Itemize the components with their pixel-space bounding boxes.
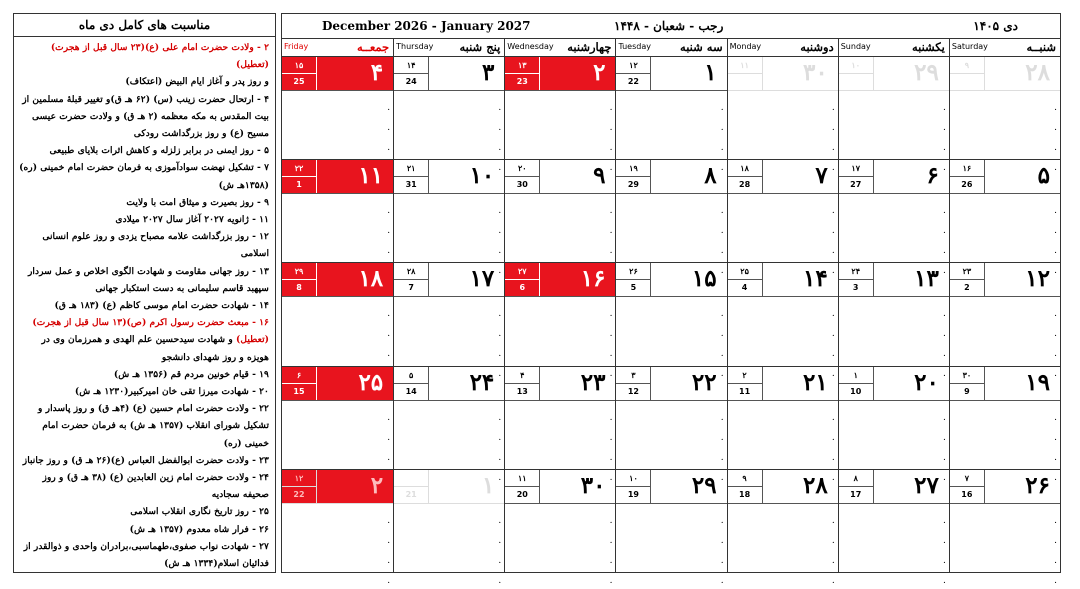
day-cell[interactable] <box>282 160 393 263</box>
hijri-day-number: ۱ <box>839 367 873 384</box>
weekday-label-en: Saturday <box>951 42 988 51</box>
solar-day-number: ۲۱ <box>803 368 828 396</box>
event-line: فدائیان اسلام(۱۳۳۴ هـ ش) <box>164 558 269 570</box>
hijri-day-number: ۴ <box>505 367 539 384</box>
gregorian-day-number: 25 <box>293 77 305 86</box>
events-panel-title: مناسبت های کامل دی ماه <box>14 14 275 37</box>
hijri-day-number: ۶ <box>282 367 316 384</box>
note-lines: . . . <box>609 206 613 257</box>
hijri-day-number: ۵ <box>394 367 428 384</box>
solar-day-number: ۲۸ <box>1025 59 1050 86</box>
note-lines: . . . . <box>720 206 724 277</box>
gregorian-day-number: 9 <box>964 386 970 396</box>
weekday-label-en: Wednesday <box>507 42 554 51</box>
note-lines: . . . . <box>831 206 835 277</box>
hijri-day-number: ۲۹ <box>282 263 316 280</box>
hijri-day-number: ۱۲ <box>616 57 650 74</box>
gregorian-day-number: 17 <box>850 489 862 499</box>
solar-day-number: ۲۸ <box>803 471 828 499</box>
event-line: مسیح (ع) و روز بزرگداشت رودکی <box>133 128 269 140</box>
note-lines: . . . . <box>498 103 502 173</box>
secondary-dates-box <box>505 263 540 296</box>
hijri-day-number: ۱۰ <box>839 57 873 74</box>
hijri-day-number: ۱۴ <box>394 57 428 74</box>
gregorian-day-number: 2 <box>964 283 970 293</box>
hijri-day-number <box>394 470 428 487</box>
day-cell[interactable] <box>949 367 1060 483</box>
calendar-grid <box>282 57 1060 586</box>
hijri-day-number: ۱۲ <box>282 470 316 487</box>
weekday-label-fa: سه شنبه <box>680 40 723 54</box>
day-cell[interactable] <box>393 263 504 380</box>
solar-day-number: ۲۶ <box>1025 471 1050 499</box>
event-line: ۲۷ - شهادت نواب صفوی،طهماسبی،برادران واحدی و ذوالقدر از <box>23 540 269 552</box>
hijri-day-number: ۱۳ <box>505 57 539 74</box>
solar-day-number: ۱۱ <box>358 162 384 190</box>
day-cell[interactable] <box>615 263 726 380</box>
solar-day-number: ۱۸ <box>358 265 384 293</box>
note-lines: . . . . <box>720 103 724 173</box>
note-lines: . . . . <box>1054 515 1057 586</box>
secondary-dates-box <box>394 263 429 296</box>
weekday-label-en: Friday <box>284 42 309 51</box>
day-cell-header <box>394 57 504 91</box>
event-line: ۲۳ - ولادت حضرت ابوالفضل العباس (ع)(۲۶ هـ ق) و روز جانباز <box>22 454 269 466</box>
weekday-label-fa: پنج شنبه <box>459 40 501 54</box>
weekday-tuesday <box>615 39 726 56</box>
hijri-day-number: ۷ <box>950 470 984 487</box>
gregorian-day-number: 30 <box>516 180 528 190</box>
event-line: ۲۶ - فرار شاه معدوم (۱۳۵۷ هـ ش) <box>129 523 269 535</box>
secondary-dates-box <box>394 470 429 503</box>
solar-day-number: ۱ <box>704 59 717 86</box>
hijri-day-number: ۱۹ <box>616 160 650 177</box>
solar-day-number: ۳۰ <box>580 471 606 499</box>
note-lines: . . . . <box>609 515 613 586</box>
secondary-dates-box <box>505 470 540 503</box>
gregorian-day-number: 6 <box>519 283 526 293</box>
day-cell-header <box>616 470 726 504</box>
gregorian-day-number: 15 <box>293 386 305 396</box>
gregorian-day-number <box>728 74 762 90</box>
event-line: ۱۲ - روز بزرگداشت علامه مصباح یزدی و روز علوم انسانی <box>42 231 269 243</box>
event-line: ۹ - روز بصیرت و میثاق امت با ولایت <box>126 196 269 208</box>
day-cell-header <box>728 57 838 91</box>
solar-day-number: ۲۰ <box>914 368 939 396</box>
note-lines: . . . <box>387 309 391 360</box>
event-line: (۱۳۵۸هـ ش) <box>218 179 269 191</box>
hijri-day-number: ۱۱ <box>728 57 762 74</box>
solar-day-number: ۱۵ <box>691 265 717 293</box>
event-line: ۲۵ - روز تاریخ نگاری انقلاب اسلامی <box>130 506 269 518</box>
weekday-label-fa: یکشنبه <box>911 40 945 54</box>
hijri-day-number: ۲۴ <box>839 263 873 280</box>
note-lines: . . . . <box>942 515 946 586</box>
solar-day-number: ۱۰ <box>469 162 495 190</box>
secondary-dates-box <box>505 367 540 400</box>
day-cell[interactable] <box>838 470 949 586</box>
event-line: صحیفه سجادیه <box>211 489 269 501</box>
day-cell[interactable] <box>615 470 726 586</box>
event-line: ۱۳ - روز جهانی مقاومت و شهادت الگوی اخلاص و عمل سردار <box>28 265 269 277</box>
solar-day-number: ۲۹ <box>691 471 717 499</box>
day-cell-header <box>394 367 504 401</box>
gregorian-day-number: 5 <box>630 283 637 293</box>
gregorian-day-number: 13 <box>516 386 528 396</box>
day-cell-header <box>839 160 949 194</box>
day-cell-header <box>505 470 615 504</box>
day-cell-header <box>505 367 615 401</box>
gregorian-day-number: 7 <box>408 283 414 293</box>
solar-day-number: ۱ <box>481 471 495 499</box>
note-lines: . . . <box>387 103 391 153</box>
secondary-dates-box <box>282 263 317 296</box>
day-cell-header <box>394 470 504 504</box>
solar-day-number: ۸ <box>704 162 717 190</box>
note-lines: . . . . <box>942 103 946 173</box>
event-line: ۱۱ - ژانویه ۲۰۲۷ آغاز سال ۲۰۲۷ میلادی <box>115 214 269 226</box>
day-cell[interactable] <box>727 367 838 483</box>
day-cell-header <box>728 263 838 297</box>
event-line: ۲۲ - ولادت حضرت امام حسین (ع) (۴هـ ق) و روز پاسدار و <box>38 403 269 415</box>
weekday-friday <box>282 39 393 56</box>
day-cell[interactable] <box>282 470 393 586</box>
secondary-dates-box <box>282 367 317 400</box>
gregorian-day-number: 18 <box>739 489 751 499</box>
day-cell-header <box>728 470 838 504</box>
note-lines: . . . <box>387 206 391 257</box>
weekday-thursday <box>393 39 504 56</box>
gregorian-day-number: 11 <box>739 386 751 396</box>
note-lines: . . . . <box>498 412 502 483</box>
secondary-dates-box <box>282 160 317 193</box>
day-cell-header <box>950 470 1060 504</box>
hijri-day-number: ۱۶ <box>950 160 984 177</box>
note-lines: . . . . <box>498 206 502 277</box>
hijri-day-number: ۳۰ <box>950 367 984 384</box>
gregorian-day-number: 21 <box>405 489 417 499</box>
gregorian-month-title: December 2026 - January 2027 <box>322 19 531 33</box>
day-cell-header <box>282 160 393 194</box>
secondary-dates-box <box>728 470 763 503</box>
secondary-dates-box <box>394 160 429 193</box>
day-cell-header <box>950 263 1060 297</box>
gregorian-day-number: 27 <box>850 180 862 190</box>
day-cell-header <box>282 57 393 91</box>
solar-day-number: ۱۴ <box>803 265 828 293</box>
day-cell-header <box>616 160 726 194</box>
hijri-day-number: ۲۵ <box>728 263 762 280</box>
solar-day-number: ۶ <box>926 162 939 190</box>
secondary-dates-box <box>839 160 874 193</box>
secondary-dates-box <box>616 57 651 90</box>
note-lines: . . . . <box>942 206 946 277</box>
day-cell[interactable] <box>393 470 504 586</box>
hijri-month-title: رجب - شعبان - ۱۴۴۸ <box>614 19 724 33</box>
day-cell-header <box>839 367 949 401</box>
solar-day-number: ۲۲ <box>691 368 717 396</box>
event-line: بیت المقدس به مکه معظمه (۲ هـ ق) و ولادت حضرت عیسی <box>31 110 269 122</box>
hijri-day-number: ۲۶ <box>616 263 650 280</box>
solar-day-number: ۲۷ <box>914 471 939 499</box>
note-lines: . . . . <box>498 309 502 380</box>
event-line: هویزه و روز شهدای دانشجو <box>161 351 269 363</box>
event-line: ۵ - روز ایمنی در برابر زلزله و کاهش اثرات بلایای طبیعی <box>49 145 269 157</box>
note-lines: . . . . <box>1054 412 1057 483</box>
solar-day-number: ۳۰ <box>803 59 828 86</box>
weekday-label-en: Tuesday <box>618 42 651 51</box>
event-line: ۲۰ - شهادت میرزا تقی خان امیرکبیر(۱۲۳۰ هـ ش) <box>74 386 269 398</box>
note-lines: . . . . <box>609 412 613 483</box>
solar-day-number: ۲۴ <box>469 368 495 396</box>
day-cell[interactable] <box>504 160 615 263</box>
calendar-header <box>282 14 1060 39</box>
solar-day-number: ۲ <box>593 59 606 86</box>
day-cell-header <box>839 470 949 504</box>
secondary-dates-box <box>839 470 874 503</box>
gregorian-day-number: 8 <box>296 283 302 293</box>
secondary-dates-box <box>950 367 985 400</box>
weekday-label-en: Thursday <box>396 42 434 51</box>
note-lines: . . . . <box>942 412 946 483</box>
secondary-dates-box <box>394 367 429 400</box>
gregorian-day-number: 4 <box>741 283 748 293</box>
gregorian-day-number: 10 <box>850 386 862 396</box>
secondary-dates-box <box>505 57 540 90</box>
secondary-dates-box <box>950 57 985 90</box>
weekday-saturday <box>949 39 1060 56</box>
secondary-dates-box <box>839 263 874 296</box>
day-cell[interactable] <box>282 367 393 470</box>
gregorian-day-number <box>839 74 873 90</box>
solar-day-number: ۳ <box>481 59 495 86</box>
gregorian-day-number <box>950 74 984 90</box>
secondary-dates-box <box>839 367 874 400</box>
secondary-dates-box <box>394 57 429 90</box>
gregorian-day-number: 3 <box>852 283 859 293</box>
weekday-label-fa: دوشنبه <box>800 40 834 54</box>
secondary-dates-box <box>282 57 317 90</box>
day-cell[interactable] <box>504 470 615 586</box>
hijri-day-number: ۲ <box>728 367 762 384</box>
gregorian-day-number: 1 <box>296 180 302 190</box>
note-lines: . . . . <box>498 515 502 586</box>
calendar <box>281 13 1061 586</box>
note-lines: . . . . <box>831 103 835 173</box>
gregorian-day-number: 20 <box>516 489 528 499</box>
hijri-day-number: ۱۰ <box>616 470 650 487</box>
gregorian-day-number: 28 <box>739 180 751 190</box>
note-lines: . . . . <box>609 103 613 173</box>
event-line: ۴ - ارتحال حضرت زینب (س) (۶۲ هـ ق)و تغییر قبلهٔ مسلمین از <box>22 93 269 105</box>
weekday-label-en: Monday <box>729 42 762 51</box>
weekday-wednesday <box>504 39 615 56</box>
secondary-dates-box <box>950 470 985 503</box>
solar-day-number: ۲۳ <box>580 368 606 396</box>
day-cell-header <box>394 263 504 297</box>
secondary-dates-box <box>728 263 763 296</box>
event-line: و روز پدر و آغاز ایام البیض (اعتکاف) <box>125 76 269 88</box>
secondary-dates-box <box>839 57 874 90</box>
day-cell-header <box>505 57 615 91</box>
secondary-dates-box <box>505 160 540 193</box>
solar-day-number: ۱۷ <box>469 265 495 293</box>
solar-day-number: ۱۹ <box>1025 368 1050 396</box>
day-cell[interactable] <box>727 263 838 380</box>
note-lines: . . . . <box>1054 206 1057 277</box>
solar-day-number: ۲۹ <box>914 59 939 86</box>
weekday-header <box>282 39 1060 57</box>
event-line: خمینی (ره) <box>223 437 269 449</box>
solar-day-number: ۱۳ <box>914 265 939 293</box>
gregorian-day-number: 14 <box>405 386 417 396</box>
hijri-day-number: ۹ <box>950 57 984 74</box>
day-cell-header <box>950 367 1060 401</box>
day-cell[interactable] <box>393 367 504 483</box>
secondary-dates-box <box>950 160 985 193</box>
weekday-label-fa: چهارشنبه <box>567 40 612 54</box>
gregorian-day-number: 24 <box>405 77 417 86</box>
hijri-day-number: ۲۰ <box>505 160 539 177</box>
day-cell[interactable] <box>282 57 393 160</box>
secondary-dates-box <box>616 470 651 503</box>
solar-day-number: ۱۶ <box>580 265 606 293</box>
weekday-label-en: Sunday <box>840 42 871 51</box>
gregorian-day-number: 31 <box>405 180 417 190</box>
note-lines: . . . . <box>942 309 946 380</box>
gregorian-day-number: 19 <box>627 489 639 499</box>
solar-day-number: ۲ <box>370 471 384 499</box>
weekday-label-fa: شنبــه <box>1026 40 1056 54</box>
note-lines: . . . . <box>831 309 835 380</box>
day-cell[interactable] <box>838 367 949 483</box>
hijri-day-number: ۸ <box>839 470 873 487</box>
day-cell[interactable] <box>838 263 949 380</box>
event-line: اسلامی <box>240 248 269 260</box>
gregorian-day-number: 23 <box>516 77 528 86</box>
solar-month-title: دی ۱۴۰۵ <box>973 19 1018 33</box>
solar-day-number: ۵ <box>1037 162 1050 190</box>
hijri-day-number: ۱۷ <box>839 160 873 177</box>
day-cell-header <box>505 263 615 297</box>
hijri-day-number: ۳ <box>616 367 650 384</box>
day-cell-header <box>282 367 393 401</box>
weekday-monday <box>727 39 838 56</box>
event-line: ۱۴ - شهادت حضرت امام موسی کاظم (ع) (۱۸۳ هـ ق) <box>54 300 269 312</box>
day-cell-header <box>616 57 726 91</box>
gregorian-day-number: 22 <box>293 489 305 499</box>
day-cell-header <box>839 263 949 297</box>
day-cell-header <box>950 160 1060 194</box>
event-line: ۲ - ولادت حضرت امام علی (ع)(۲۳ سال قبل از هجرت)(تعطیل) <box>50 42 269 71</box>
hijri-day-number: ۹ <box>728 470 762 487</box>
secondary-dates-box <box>728 367 763 400</box>
hijri-day-number: ۱۸ <box>728 160 762 177</box>
day-cell[interactable] <box>282 263 393 366</box>
hijri-day-number: ۲۱ <box>394 160 428 177</box>
note-lines: . . . . <box>831 412 835 483</box>
solar-day-number: ۲۵ <box>358 368 384 396</box>
day-cell-header <box>728 367 838 401</box>
hijri-day-number: ۲۲ <box>282 160 316 177</box>
gregorian-day-number: 12 <box>627 386 639 396</box>
hijri-day-number: ۱۵ <box>282 57 316 74</box>
gregorian-day-number: 16 <box>961 489 973 499</box>
secondary-dates-box <box>616 367 651 400</box>
event-line: (تعطیل) و شهادت سیدحسین علم الهدی و همرزمان وی در <box>41 334 269 346</box>
day-cell-header <box>839 57 949 91</box>
day-cell-header <box>728 160 838 194</box>
day-cell-header <box>505 160 615 194</box>
note-lines: . . . . <box>609 309 613 380</box>
secondary-dates-box <box>728 57 763 90</box>
note-lines: . . . <box>387 412 391 463</box>
event-line: ۷ - تشکیل نهضت سوادآموزی به فرمان حضرت امام خمینی (ره) <box>19 162 269 174</box>
secondary-dates-box <box>616 263 651 296</box>
note-lines: . . . . <box>831 515 835 586</box>
day-cell[interactable] <box>504 263 615 380</box>
hijri-day-number: ۲۳ <box>950 263 984 280</box>
secondary-dates-box <box>616 160 651 193</box>
day-cell-header <box>394 160 504 194</box>
secondary-dates-box <box>282 470 317 503</box>
gregorian-day-number: 26 <box>961 180 973 190</box>
gregorian-day-number: 22 <box>627 77 639 86</box>
day-cell[interactable] <box>949 470 1060 586</box>
note-lines: . . . . <box>720 412 724 483</box>
note-lines: . . . . <box>387 515 391 586</box>
solar-day-number: ۴ <box>370 59 384 86</box>
secondary-dates-box <box>950 263 985 296</box>
hijri-day-number: ۲۷ <box>505 263 539 280</box>
day-cell-header <box>950 57 1060 91</box>
note-lines: . . . . <box>1054 103 1057 173</box>
event-line: ۱۶ - مبعث حضرت رسول اکرم (ص)(۱۳ سال قبل از هجرت) <box>32 317 269 329</box>
event-line: سپهبد قاسم سلیمانی به دست استکبار جهانی <box>95 282 269 294</box>
events-list <box>14 37 275 572</box>
solar-day-number: ۱۲ <box>1025 265 1050 293</box>
event-line: ۲۴ - ولادت حضرت امام زین العابدین (ع) (۳۸ هـ ق) و روز <box>42 472 269 484</box>
event-line: تشکیل شورای انقلاب (۱۳۵۷ هـ ش) به فرمان حضرت امام <box>42 420 269 432</box>
note-lines: . . . . <box>1054 309 1057 380</box>
weekday-label-fa: جمعــه <box>356 40 390 54</box>
day-cell-header <box>616 367 726 401</box>
note-lines: . . . . <box>720 515 724 586</box>
hijri-day-number: ۱۱ <box>505 470 539 487</box>
day-cell[interactable] <box>727 470 838 586</box>
solar-day-number: ۹ <box>593 162 606 190</box>
events-panel <box>13 13 276 573</box>
gregorian-day-number: 29 <box>627 180 639 190</box>
day-cell-header <box>616 263 726 297</box>
note-lines: . . . . <box>720 309 724 380</box>
day-cell-header <box>282 263 393 297</box>
secondary-dates-box <box>728 160 763 193</box>
solar-day-number: ۷ <box>815 162 828 190</box>
hijri-day-number: ۲۸ <box>394 263 428 280</box>
weekday-sunday <box>838 39 949 56</box>
day-cell-header <box>282 470 393 504</box>
event-line: ۱۹ - قیام خونین مردم قم (۱۳۵۶ هـ ش) <box>113 368 269 380</box>
